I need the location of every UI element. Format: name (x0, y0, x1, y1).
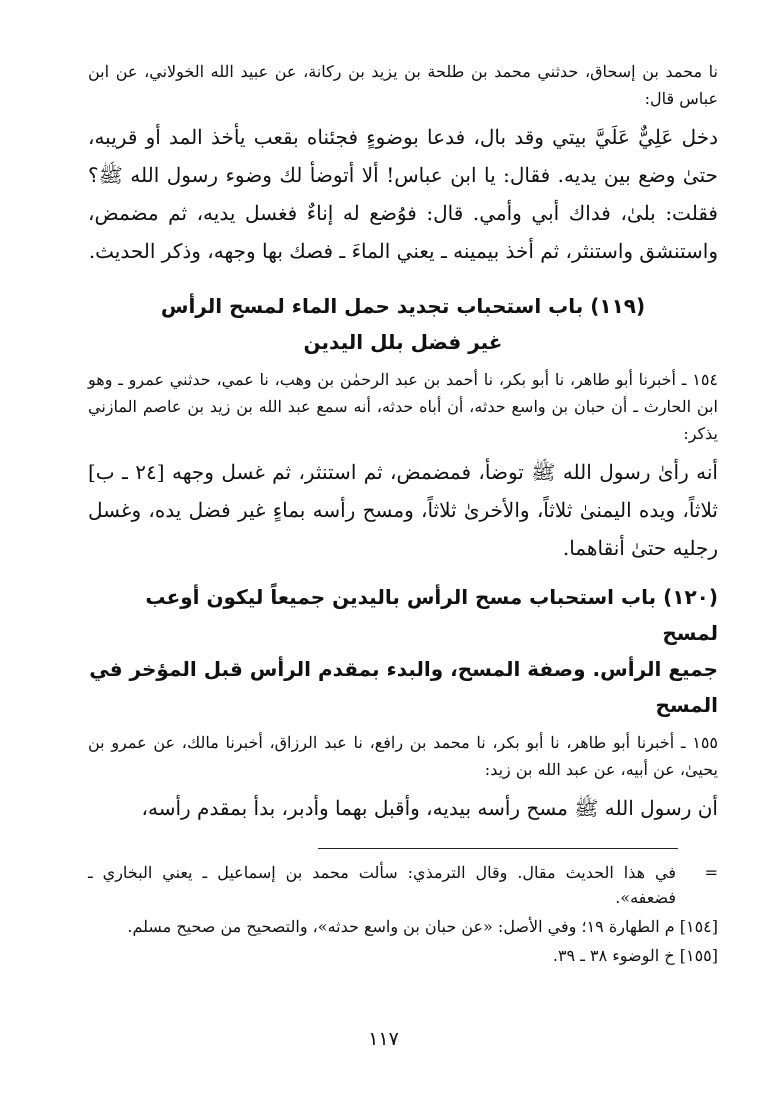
footnote-154 (88, 914, 718, 939)
chapter-120-heading (88, 579, 718, 723)
hadith-154-matn: أنه رأىٰ رسول الله ﷺ توضأ، فمضمض، ثم استنثر، ثم غسل وجهه [٢٤ ـ ب] ثلاثاً، ويده اليمنىٰ ثلاثاً، والأخرىٰ ثلاثاً، ومسح رأسه بماءٍ غير فضل يده، وغسل رجليه حتىٰ أنقاهما. (88, 460, 718, 560)
footnote-text: [١٥٥] خ الوضوء ٣٨ ـ ٣٩. (552, 946, 718, 965)
chapter-120-line-2: جميع الرأس. وصفة المسح، والبدء بمقدم الرأس قبل المؤخر في المسح (89, 657, 718, 717)
chapter-120-line-1: (١٢٠) باب استحباب مسح الرأس باليدين جميعاً ليكون أوعب لمسح (145, 585, 718, 645)
footnote-155 (88, 943, 718, 968)
opening-matn: دخل عَلِيٌّ عَلَيَّ بيتي وقد بال، فدعا بوضوءٍ فجئناه بقعب يأخذ المد أو قريبه، حتىٰ وضع بين يديه. فقال: يا ابن عباس! ألا أتوضأ لك وضوء رسول الله ﷺ؟ فقلت: بلىٰ، فداك أبي وأمي. قال: فوُضع له إناءٌ فغسل يديه، ثم مضمض، واستنشق واستنثر، ثم أخذ بيمينه ـ يعني الماءَ ـ فصك بها وجهه، وذكر الحديث. (88, 125, 718, 263)
footnote-text: في هذا الحديث مقال. وقال الترمذي: سألت محمد بن إسماعيل ـ يعني البخاري ـ فضعفه». (88, 863, 676, 907)
footnote-continuation-mark: = (704, 863, 718, 882)
footnotes (88, 860, 718, 972)
footnote-continued (88, 860, 718, 910)
footnote-divider (318, 848, 678, 849)
page-body (88, 58, 718, 827)
hadith-155-matn: أن رسول الله ﷺ مسح رأسه بيديه، وأقبل بهما وأدبر، بدأ بمقدم رأسه، (141, 796, 718, 820)
chapter-119-heading (88, 288, 718, 360)
hadith-155-isnad: ١٥٥ ـ أخبرنا أبو طاهر، نا أبو بكر، نا محمد بن رافع، نا عبد الرزاق، أخبرنا مالك، عن عمرو بن يحيىٰ، عن أبيه، عن عبد الله بن زيد: (88, 733, 718, 779)
opening-isnad: نا محمد بن إسحاق، حدثني محمد بن طلحة بن يزيد بن ركانة، عن عبيد الله الخولاني، عن ابن عباس قال: (88, 62, 718, 108)
footnote-text: [١٥٤] م الطهارة ١٩؛ وفي الأصل: «عن حبان بن واسع حدثه»، والتصحيح من صحيح مسلم. (127, 917, 718, 936)
hadith-154-isnad: ١٥٤ ـ أخبرنا أبو طاهر، نا أبو بكر، نا أحمد بن عبد الرحمٰن بن وهب، نا عمي، حدثني عمرو ـ وهو ابن الحارث ـ أن حبان بن واسع حدثه، أن أباه حدثه، أنه سمع عبد الله بن زيد بن عاصم المازني يذكر: (88, 370, 718, 443)
chapter-119-line-1: (١١٩) باب استحباب تجديد حمل الماء لمسح الرأس (160, 294, 646, 318)
chapter-119-line-2: غير فضل بلل اليدين (303, 330, 503, 354)
page-number: ١١٧ (368, 1028, 399, 1050)
